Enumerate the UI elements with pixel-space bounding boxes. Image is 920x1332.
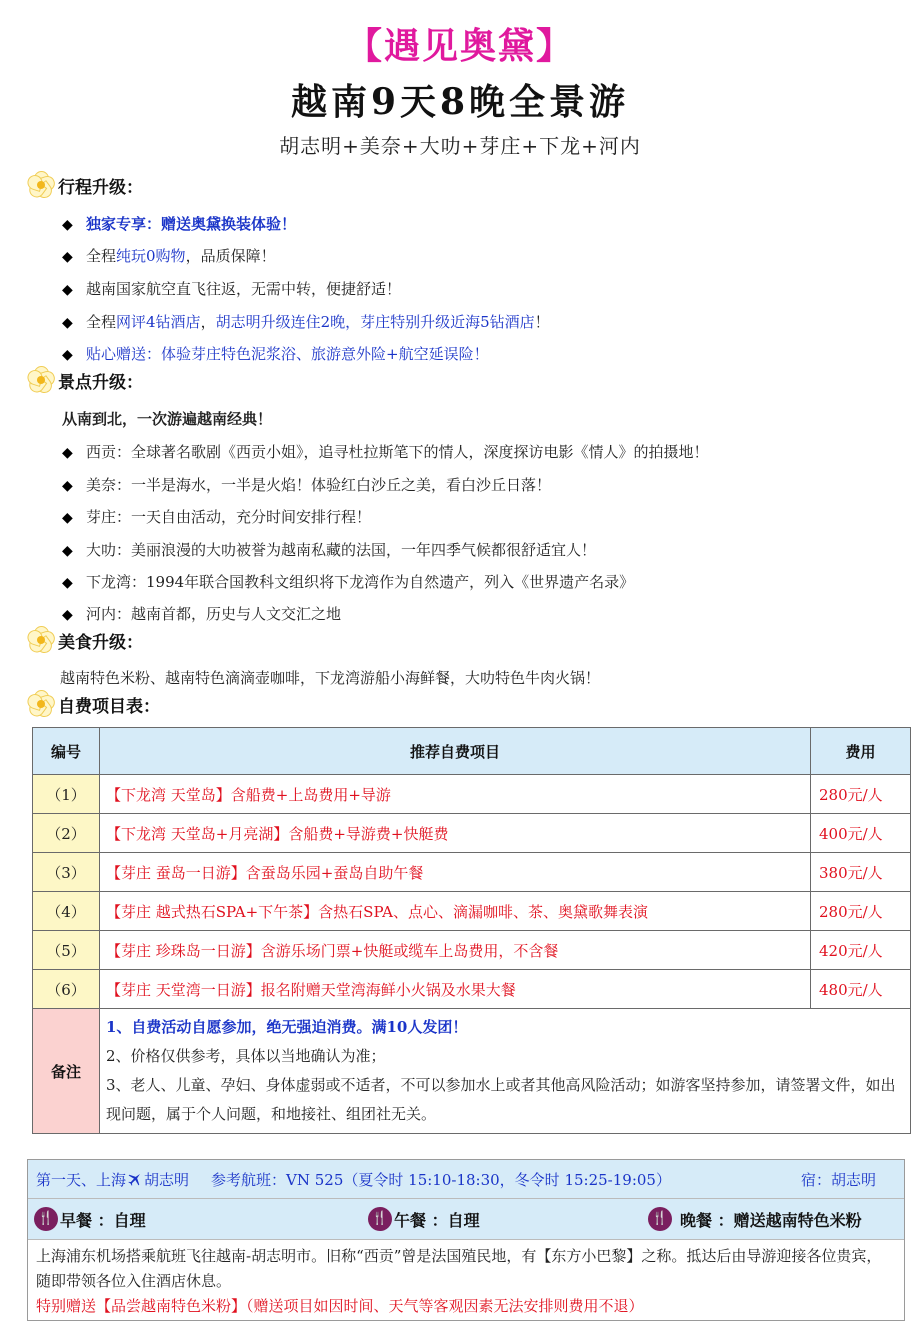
meal-breakfast: 🍴 早餐 ：自理: [34, 1207, 146, 1231]
section-title: 景点升级：: [58, 372, 143, 393]
flower-icon: [26, 625, 56, 655]
table-header-row: [33, 728, 911, 775]
row-price: 280元/人: [811, 892, 911, 931]
list-item: ◆ 全程网评4钻酒店，胡志明升级连住2晚，芽庄特别升级近海5钻酒店！: [62, 313, 550, 331]
row-price: 420元/人: [811, 931, 911, 970]
header-item: 推荐自费项目: [100, 728, 811, 775]
row-price: 380元/人: [811, 853, 911, 892]
meal-dinner: 🍴 晚餐 ：赠送越南特色米粉: [648, 1207, 862, 1231]
section-title: 自费项目表：: [58, 696, 160, 717]
row-price: 400元/人: [811, 814, 911, 853]
note-content: [100, 1009, 911, 1134]
list-item: ◆ 芽庄：一天自由活动，充分时间安排行程！: [62, 508, 372, 526]
list-item: ◆ 河内：越南首都，历史与人文交汇之地: [62, 605, 342, 623]
day1-meals: [28, 1198, 904, 1239]
dining-icon: 🍴: [34, 1207, 58, 1231]
note-line: 2、价格仅供参考，具体以当地确认为准；: [106, 1047, 386, 1065]
note-line: 3、老人、儿童、孕妇、身体虚弱或不适者，不可以参加水上或者其他高风险活动；如游客坚持参加，请签署文件，如出现问题，属于个人问题，和地接社、组团社无关。: [106, 1076, 896, 1123]
note-line: 1、自费活动自愿参加，绝无强迫消费。满10人发团！: [106, 1018, 468, 1036]
sights-slogan: 从南到北，一次游遍越南经典！: [62, 410, 273, 428]
table-row: [33, 775, 911, 814]
row-item: 【下龙湾 天堂岛】含船费+上岛费用+导游: [100, 775, 811, 814]
list-item: ◆ 全程纯玩0购物，品质保障！: [62, 247, 276, 265]
section-title: 美食升级：: [58, 632, 143, 653]
row-price: 480元/人: [811, 970, 911, 1009]
header-price: 费用: [811, 728, 911, 775]
section-itinerary: [26, 170, 143, 200]
optional-fee-table: [32, 727, 911, 1134]
food-text: 越南特色米粉、越南特色滴滴壶咖啡，下龙湾游船小海鲜餐，大叻特色牛肉火锅！: [60, 669, 601, 687]
day1-flight: 参考航班：VN 525（夏令时 15:10-18:30，冬令时 15:25-19:05）: [211, 1170, 671, 1189]
section-optional: [26, 689, 160, 719]
list-item: ◆ 下龙湾：1994年联合国教科文组织将下龙湾作为自然遗产，列入《世界遗产名录》: [62, 573, 635, 591]
row-item: 【芽庄 蚕岛一日游】含蚕岛乐园+蚕岛自助午餐: [100, 853, 811, 892]
row-item: 【芽庄 天堂湾一日游】报名附赠天堂湾海鲜小火锅及水果大餐: [100, 970, 811, 1009]
list-item: ◆ 美奈：一半是海水，一半是火焰！体验红白沙丘之美，看白沙丘日落！: [62, 476, 552, 494]
section-title: 行程升级：: [58, 177, 143, 198]
day1-special: 特别赠送【品尝越南特色米粉】（赠送项目如因时间、天气等客观因素无法安排则费用不退）: [36, 1297, 644, 1315]
day1-hotel: 宿：胡志明: [800, 1170, 876, 1189]
dining-icon: 🍴: [368, 1207, 392, 1231]
list-item: ◆ 贴心赠送：体验芽庄特色泥浆浴、旅游意外险+航空延误险！: [62, 345, 489, 363]
table-row: [33, 853, 911, 892]
row-no: （3）: [33, 853, 100, 892]
row-no: （6）: [33, 970, 100, 1009]
day1-header: [28, 1160, 904, 1198]
route-subtitle: 胡志明+美奈+大叻+芽庄+下龙+河内: [279, 134, 641, 158]
flower-icon: [26, 689, 56, 719]
section-food: [26, 625, 143, 655]
row-item: 【芽庄 越式热石SPA+下午茶】含热石SPA、点心、滴漏咖啡、茶、奥黛歌舞表演: [100, 892, 811, 931]
day1-description: [28, 1239, 904, 1323]
day1-route-end: 胡志明: [144, 1170, 190, 1189]
section-sights: [26, 365, 143, 395]
flower-icon: [26, 170, 56, 200]
row-no: （1）: [33, 775, 100, 814]
row-price: 280元/人: [811, 775, 911, 814]
list-item: ◆ 独家专享：赠送奥黛换装体验！: [62, 215, 297, 233]
flower-icon: [26, 365, 56, 395]
table-note-row: [33, 1009, 911, 1134]
row-item: 【芽庄 珍珠岛一日游】含游乐场门票+快艇或缆车上岛费用，不含餐: [100, 931, 811, 970]
row-no: （4）: [33, 892, 100, 931]
day1-desc-text: 上海浦东机场搭乘航班飞往越南-胡志明市。旧称“西贡”曾是法国殖民地，有【东方小巴黎】之称。抵达后由导游迎接各位贵宾，随即带领各位入住酒店休息。: [36, 1247, 882, 1290]
page-title: 越南9天8晚全景游: [290, 81, 630, 123]
row-no: （5）: [33, 931, 100, 970]
day1-route-start: 第一天、上海: [36, 1170, 127, 1189]
dining-icon: 🍴: [648, 1207, 672, 1231]
airplane-icon: [127, 1171, 143, 1187]
brand-title: 【遇见奥黛】: [345, 25, 574, 67]
meal-lunch: 🍴 午餐 ：自理: [368, 1207, 480, 1231]
row-no: （2）: [33, 814, 100, 853]
list-item: ◆ 西贡：全球著名歌剧《西贡小姐》，追寻杜拉斯笔下的情人，深度探访电影《情人》的拍摄地！: [62, 443, 709, 461]
day1-box: [27, 1159, 905, 1321]
table-row: [33, 931, 911, 970]
note-label: 备注: [33, 1009, 100, 1134]
row-item: 【下龙湾 天堂岛+月亮湖】含船费+导游费+快艇费: [100, 814, 811, 853]
table-row: [33, 814, 911, 853]
list-item: ◆ 越南国家航空直飞往返，无需中转，便捷舒适！: [62, 280, 402, 298]
table-row: [33, 892, 911, 931]
header-no: 编号: [33, 728, 100, 775]
list-item: ◆ 大叻：美丽浪漫的大叻被誉为越南私藏的法国，一年四季气候都很舒适宜人！: [62, 541, 597, 559]
table-row: [33, 970, 911, 1009]
